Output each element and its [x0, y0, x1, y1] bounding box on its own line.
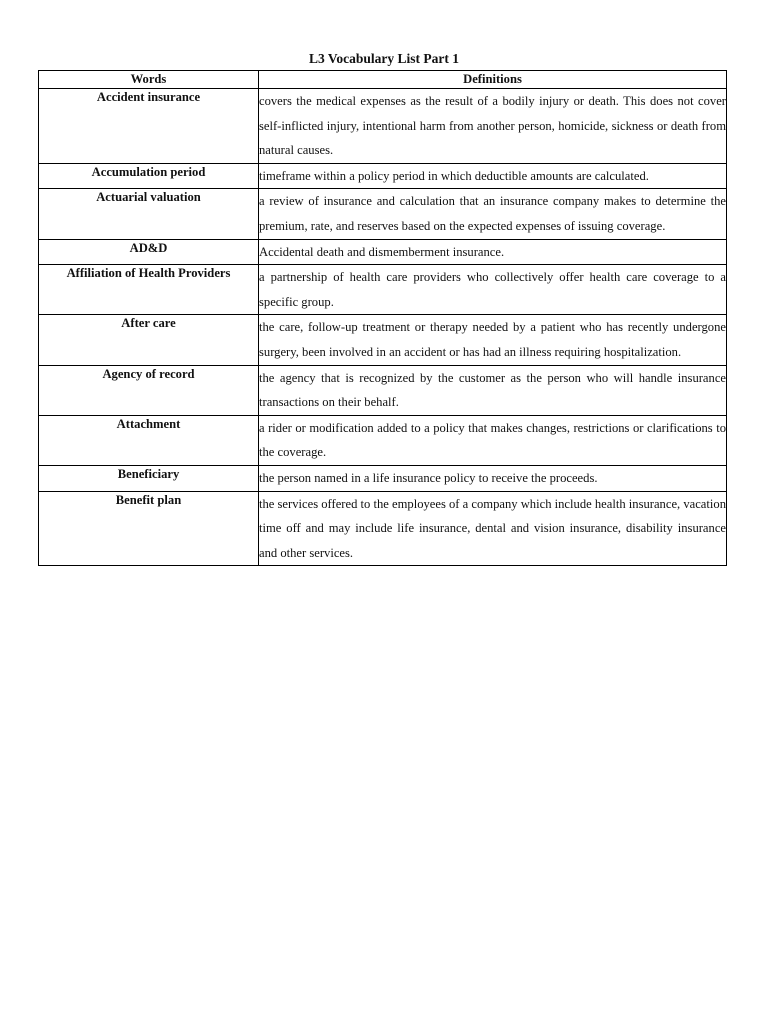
table-row	[39, 465, 727, 491]
table-row	[39, 163, 727, 189]
vocab-word: Beneficiary	[39, 465, 259, 491]
vocab-definition: the care, follow-up treatment or therapy needed by a patient who has recently undergone surgery, been involved in an accident or has had an illness requiring hospitalization.	[259, 315, 727, 365]
vocab-definition: the person named in a life insurance policy to receive the proceeds.	[259, 465, 727, 491]
table-header-row	[39, 71, 727, 89]
vocab-word: Benefit plan	[39, 491, 259, 566]
vocab-word: Accident insurance	[39, 89, 259, 164]
table-row	[39, 265, 727, 315]
table-row	[39, 189, 727, 239]
vocab-word: Affiliation of Health Providers	[39, 265, 259, 315]
vocab-word: After care	[39, 315, 259, 365]
vocab-word: AD&D	[39, 239, 259, 265]
vocab-definition: covers the medical expenses as the result of a bodily injury or death. This does not cover self-inflicted injury, intentional harm from another person, homicide, sickness or death from natural causes.	[259, 89, 727, 164]
vocab-definition: the agency that is recognized by the customer as the person who will handle insurance transactions on their behalf.	[259, 365, 727, 415]
vocab-word: Actuarial valuation	[39, 189, 259, 239]
vocab-word: Agency of record	[39, 365, 259, 415]
vocab-definition: the services offered to the employees of a company which include health insurance, vacation time off and may include life insurance, dental and vision insurance, disability insurance and other services.	[259, 491, 727, 566]
table-row	[39, 239, 727, 265]
vocab-word: Attachment	[39, 415, 259, 465]
table-row	[39, 365, 727, 415]
vocabulary-table	[38, 70, 727, 566]
vocab-definition: timeframe within a policy period in which deductible amounts are calculated.	[259, 163, 727, 189]
column-header-words: Words	[39, 71, 259, 89]
page-title: L3 Vocabulary List Part 1	[308, 51, 459, 66]
vocab-definition: a review of insurance and calculation that an insurance company makes to determine the premium, rate, and reserves based on the expected expenses of issuing coverage.	[259, 189, 727, 239]
column-header-definitions: Definitions	[259, 71, 727, 89]
vocab-definition: a partnership of health care providers who collectively offer health care coverage to a specific group.	[259, 265, 727, 315]
table-row	[39, 415, 727, 465]
vocab-definition: a rider or modification added to a policy that makes changes, restrictions or clarifications to the coverage.	[259, 415, 727, 465]
table-row	[39, 315, 727, 365]
vocab-definition: Accidental death and dismemberment insurance.	[259, 239, 727, 265]
vocab-word: Accumulation period	[39, 163, 259, 189]
table-row	[39, 491, 727, 566]
table-row	[39, 89, 727, 164]
